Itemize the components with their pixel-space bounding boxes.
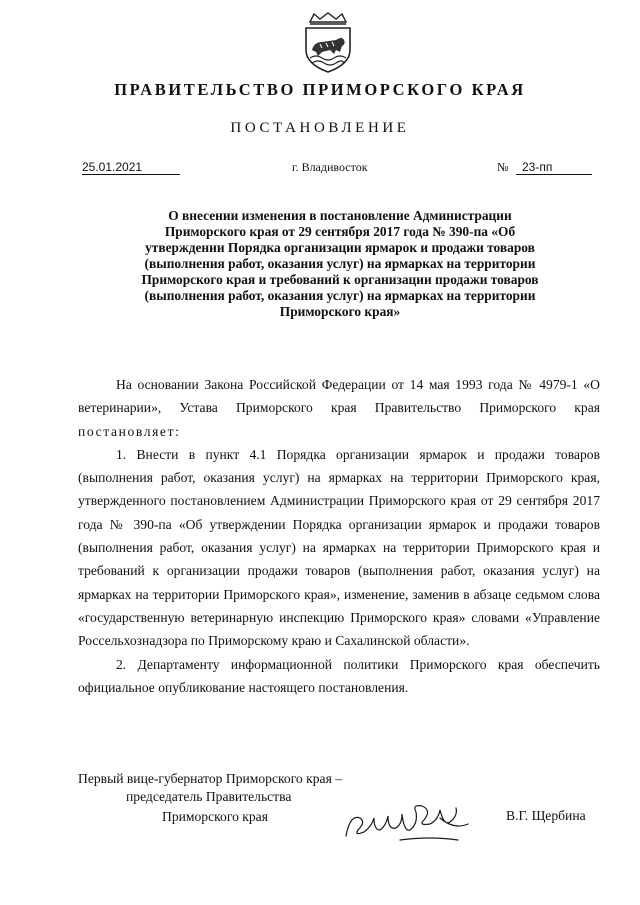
document-type: ПОСТАНОВЛЕНИЕ (230, 120, 410, 136)
intro-verb: постановляет: (78, 423, 181, 439)
item-2-paragraph: 2. Департаменту информационной политики Приморского края обеспечить официальное опубликование настоящего постановления. (78, 656, 600, 695)
intro-text: На основании Закона Российской Федерации от 14 мая 1993 года № 4979-1 «О ветеринарии», Устава Приморского края Правительство Приморского края (78, 377, 600, 416)
signer-position-line2: председатель Правительства (126, 789, 292, 804)
document-number: 23-пп (516, 160, 592, 175)
document-body (78, 373, 600, 699)
signer-position-line1: Первый вице-губернатор Приморского края – (78, 771, 343, 786)
document-city: г. Владивосток (292, 160, 368, 174)
signer-position-line3: Приморского края (162, 809, 268, 824)
coat-of-arms-icon (296, 12, 360, 74)
government-title: ПРАВИТЕЛЬСТВО ПРИМОРСКОГО КРАЯ (114, 80, 526, 99)
document-number-label: № (497, 160, 509, 174)
document-subject: О внесении изменения в постановление Администрации Приморского края от 29 сентября 2017 года № 390-па «Об утверждении Порядка организации ярмарок и продажи товаров (выполнения работ, оказания услуг) на ярмарках на территории Приморского края и требований к организации продажи товаров (выполнения работ, оказания услуг) на ярмарках на территории Приморского края» (141, 208, 539, 319)
signer-name: В.Г. Щербина (506, 808, 586, 823)
intro-paragraph (78, 373, 600, 443)
item-1-paragraph: 1. Внести в пункт 4.1 Порядка организации ярмарок и продажи товаров (выполнения работ, оказания услуг) на ярмарках на территории Приморского края, утвержденного постановлением Администрации Приморского края от 29 сентября 2017 года № 390-па «Об утверждении Порядка организации ярмарок и продажи товаров (выполнения работ, оказания услуг) на ярмарках на территории Приморского края и требований к организации продажи товаров (выполнения работ, оказания услуг) на ярмарках на территории Приморского края», изменение, заменив в абзаце седьмом слова «государственную ветеринарную инспекцию Приморского края» словами «Управление Россельхознадзора по Приморскому краю и Сахалинской области». (78, 446, 600, 649)
handwritten-signature (340, 796, 480, 852)
document-date: 25.01.2021 (82, 160, 180, 175)
